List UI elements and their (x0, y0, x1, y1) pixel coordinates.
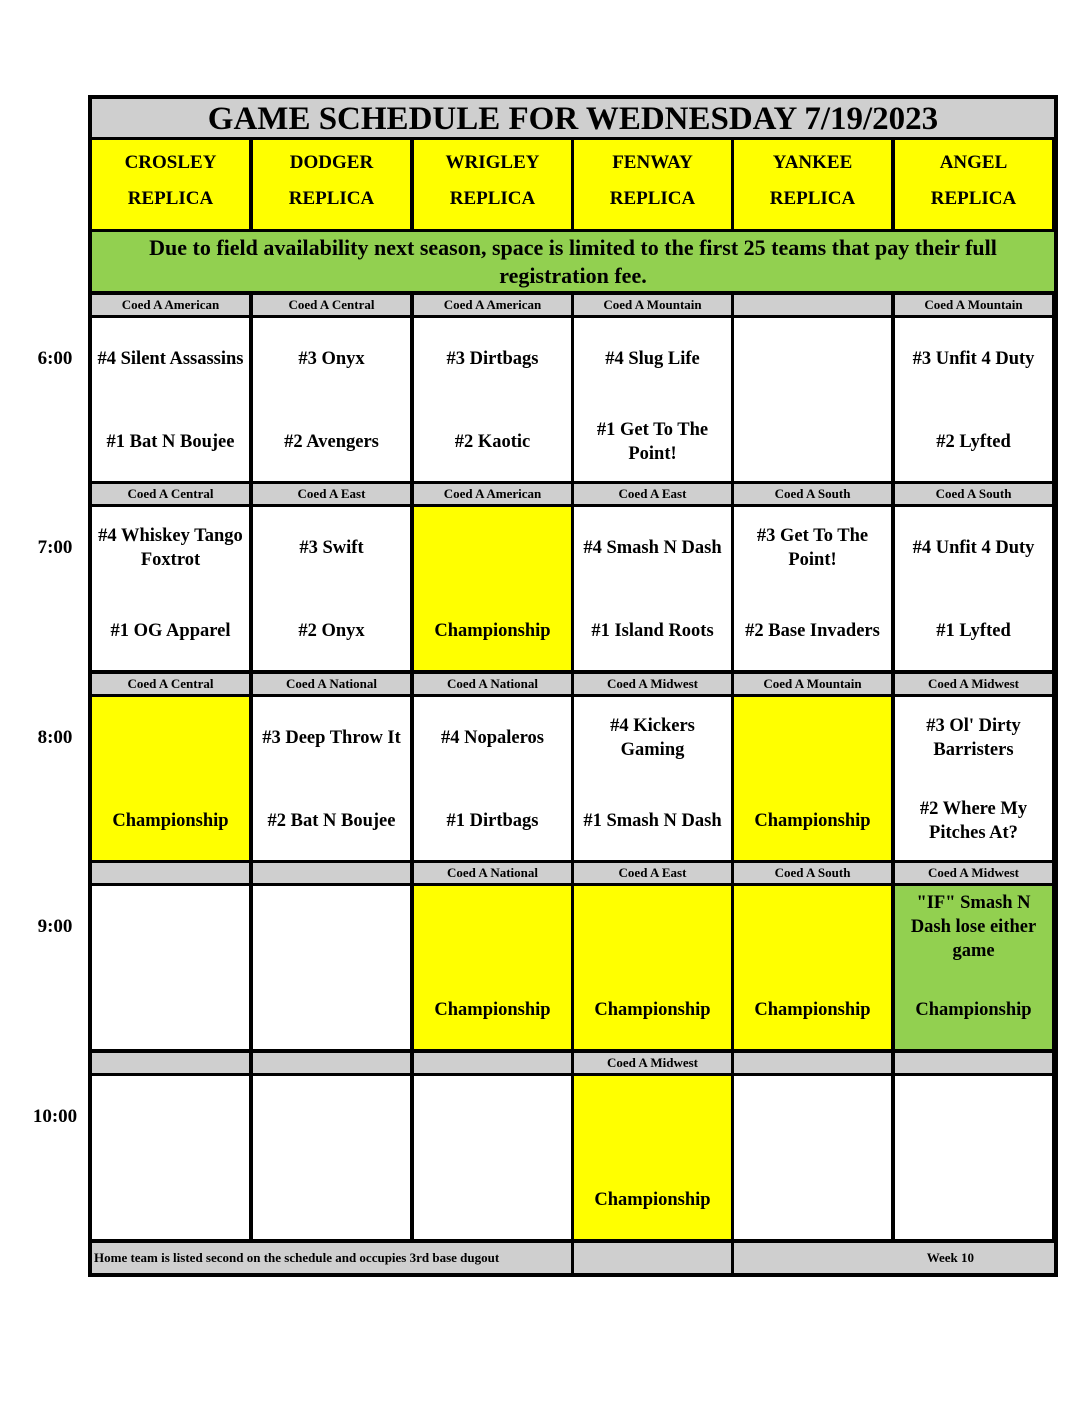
division-label: Coed A American (92, 295, 249, 315)
field-name: YANKEE (772, 152, 853, 173)
game-slot (574, 507, 731, 670)
home-team: #2 Where My Pitches At? (919, 799, 1028, 843)
home-team: #2 Base Invaders (745, 621, 880, 641)
division-label: Coed A Central (92, 484, 249, 504)
away-team: "IF" Smash N Dash lose either game (910, 893, 1037, 961)
game-slot (734, 318, 891, 481)
home-team: #1 Bat N Boujee (106, 432, 235, 452)
field-name: DODGER (289, 152, 374, 173)
division-label: Coed A Midwest (895, 863, 1052, 883)
home-team: Championship (754, 1000, 871, 1020)
schedule-title: GAME SCHEDULE FOR WEDNESDAY 7/19/2023 (92, 99, 1054, 137)
home-team: #1 Smash N Dash (583, 811, 722, 831)
home-team: Championship (594, 1000, 711, 1020)
game-slot (414, 697, 571, 860)
away-team: #4 Nopaleros (441, 728, 544, 748)
registration-banner: Due to field availability next season, space is limited to the first 25 teams that pay their full registration fee. (92, 232, 1054, 291)
division-label: Coed A American (414, 295, 571, 315)
home-team: #2 Avengers (284, 432, 379, 452)
home-team: Championship (594, 1190, 711, 1210)
game-slot (414, 1076, 571, 1239)
division-label: Coed A South (734, 863, 891, 883)
division-label: Coed A Mountain (574, 295, 731, 315)
schedule-table (88, 95, 1058, 1277)
division-label: Coed A Central (92, 674, 249, 694)
field-header-3 (414, 140, 571, 229)
field-sub: REPLICA (609, 188, 696, 209)
game-slot (895, 697, 1052, 860)
field-sub: REPLICA (288, 188, 375, 209)
game-slot (92, 697, 249, 860)
division-label (414, 1053, 571, 1073)
division-label: Coed A Midwest (574, 1053, 731, 1073)
game-slot (734, 886, 891, 1049)
away-team: #4 Unfit 4 Duty (912, 538, 1035, 558)
game-slot (92, 318, 249, 481)
home-team: #2 Lyfted (936, 432, 1011, 452)
game-slot (92, 1076, 249, 1239)
game-slot (253, 1076, 410, 1239)
division-label: Coed A Central (253, 295, 410, 315)
division-label: Coed A National (414, 674, 571, 694)
division-label: Coed A National (253, 674, 410, 694)
game-slot (895, 1076, 1052, 1239)
game-slot (574, 1076, 731, 1239)
field-name: CROSLEY (124, 152, 217, 173)
field-name: WRIGLEY (445, 152, 540, 173)
game-slot (253, 697, 410, 860)
field-header-2 (253, 140, 410, 229)
home-team: #2 Bat N Boujee (267, 811, 396, 831)
field-sub: REPLICA (449, 188, 536, 209)
away-team: #4 Smash N Dash (583, 538, 722, 558)
field-name: FENWAY (612, 152, 693, 173)
division-label: Coed A National (414, 863, 571, 883)
game-slot (895, 886, 1052, 1049)
field-header-6 (895, 140, 1052, 229)
division-label (895, 1053, 1052, 1073)
division-label: Coed A Midwest (895, 674, 1052, 694)
home-team: #1 Island Roots (591, 621, 714, 641)
home-team: Championship (754, 811, 871, 831)
division-label: Coed A Mountain (895, 295, 1052, 315)
division-label (92, 1053, 249, 1073)
division-label (253, 863, 410, 883)
home-team: #1 OG Apparel (110, 621, 231, 641)
away-team: #3 Deep Throw It (262, 728, 401, 748)
division-label (734, 1053, 891, 1073)
division-label: Coed A East (253, 484, 410, 504)
time-label: 8:00 (37, 727, 73, 748)
home-team: #1 Dirtbags (446, 811, 539, 831)
field-sub: REPLICA (127, 188, 214, 209)
away-team: #3 Dirtbags (446, 349, 539, 369)
game-slot (92, 507, 249, 670)
time-label: 9:00 (37, 916, 73, 937)
game-slot (414, 318, 571, 481)
field-header-5 (734, 140, 891, 229)
game-slot (574, 697, 731, 860)
away-team: #4 Silent Assassins (97, 349, 244, 369)
game-slot (92, 886, 249, 1049)
home-team-note: Home team is listed second on the schedule and occupies 3rd base dugout (92, 1243, 571, 1273)
division-label: Coed A Midwest (574, 674, 731, 694)
home-team: Championship (434, 621, 551, 641)
away-team: #3 Ol' Dirty Barristers (926, 716, 1021, 760)
game-slot (734, 1076, 891, 1239)
home-team: Championship (112, 811, 229, 831)
game-slot (253, 886, 410, 1049)
division-label: Coed A South (734, 484, 891, 504)
division-label: Coed A South (895, 484, 1052, 504)
home-team: Championship (434, 1000, 551, 1020)
division-label: Coed A Mountain (734, 674, 891, 694)
division-label (734, 295, 891, 315)
home-team: #1 Get To The Point! (596, 420, 709, 464)
division-label: Coed A American (414, 484, 571, 504)
footer-blank (574, 1243, 731, 1273)
division-label (92, 863, 249, 883)
field-sub: REPLICA (769, 188, 856, 209)
game-slot (253, 318, 410, 481)
division-label: Coed A East (574, 863, 731, 883)
field-header-1 (92, 140, 249, 229)
time-label: 6:00 (37, 348, 73, 369)
game-slot (895, 507, 1052, 670)
game-slot (734, 697, 891, 860)
division-label (253, 1053, 410, 1073)
home-team: #2 Onyx (298, 621, 365, 641)
home-team: Championship (915, 1000, 1032, 1020)
away-team: #4 Slug Life (605, 349, 700, 369)
away-team: #4 Whiskey Tango Foxtrot (98, 526, 243, 570)
time-label: 10:00 (32, 1106, 78, 1127)
game-slot (895, 318, 1052, 481)
away-team: #4 Kickers Gaming (610, 716, 695, 760)
away-team: #3 Get To The Point! (756, 526, 869, 570)
away-team: #3 Swift (299, 538, 364, 558)
game-slot (414, 886, 571, 1049)
time-label: 7:00 (37, 537, 73, 558)
week-label: Week 10 (734, 1243, 1054, 1273)
away-team: #3 Unfit 4 Duty (912, 349, 1035, 369)
game-slot (734, 507, 891, 670)
game-slot (574, 318, 731, 481)
game-slot (414, 507, 571, 670)
game-slot (253, 507, 410, 670)
game-slot (574, 886, 731, 1049)
field-header-4 (574, 140, 731, 229)
field-name: ANGEL (939, 152, 1008, 173)
home-team: #1 Lyfted (936, 621, 1011, 641)
field-sub: REPLICA (930, 188, 1017, 209)
home-team: #2 Kaotic (454, 432, 531, 452)
division-label: Coed A East (574, 484, 731, 504)
away-team: #3 Onyx (298, 349, 365, 369)
